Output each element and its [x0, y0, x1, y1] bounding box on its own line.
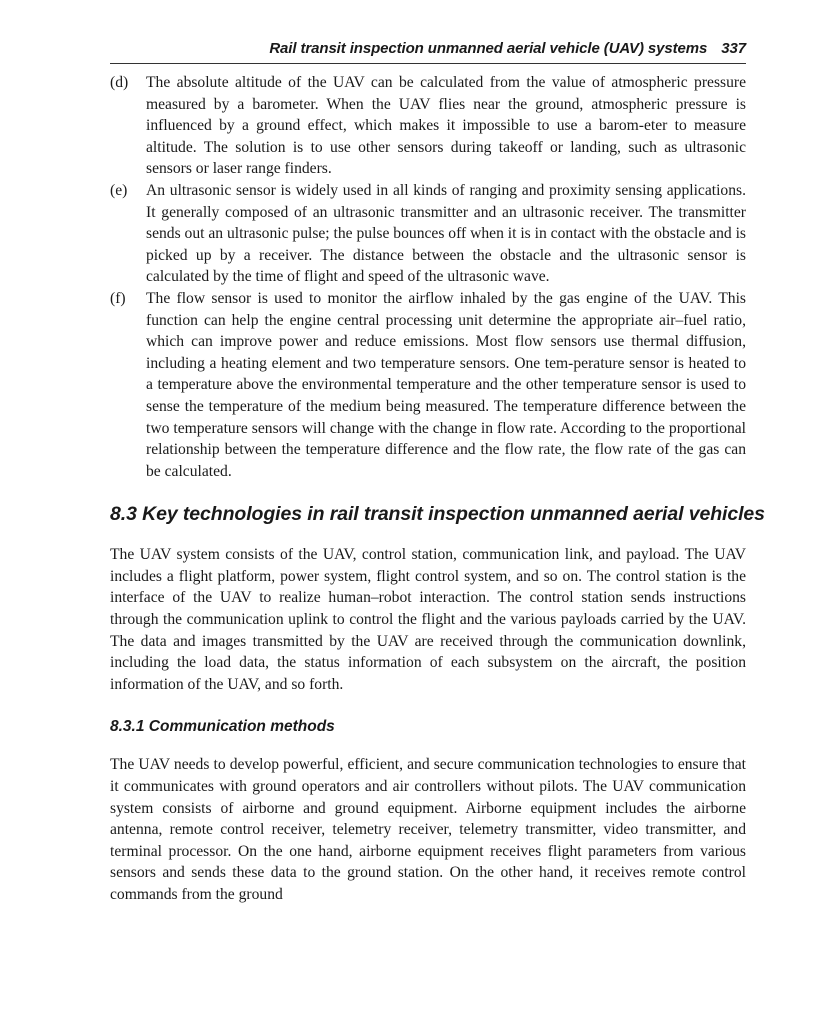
- list-item: [110, 180, 746, 288]
- list-item-text: An ultrasonic sensor is widely used in all kinds of ranging and proximity sensing applications. It generally composed of an ultrasonic transmitter and an ultrasonic receiver. The transmitter sends out an ultrasonic pulse; the pulse bounces off when it is in contact with the obstacle and is picked up by a receiver. The distance between the obstacle and the ultrasonic sensor is calculated by the time of flight and speed of the ultrasonic wave.: [146, 181, 746, 286]
- sensor-list: [110, 72, 746, 482]
- section-paragraph: The UAV system consists of the UAV, control station, communication link, and payload. The UAV includes a flight platform, power system, flight control system, and so on. The control station is the interface of the UAV to realize human–robot interaction. The control station sends instructions through the communication uplink to control the flight and the various payloads carried by the UAV. The data and images transmitted by the UAV are received through the communication downlink, including the load data, the status information of each subsystem on the aircraft, the position information of the UAV, and so forth.: [110, 546, 746, 693]
- section-heading: 8.3 Key technologies in rail transit inspection unmanned aerial vehicles: [110, 503, 765, 526]
- list-marker: (d): [110, 74, 129, 91]
- list-marker: (e): [110, 181, 128, 199]
- running-title: Rail transit inspection unmanned aerial vehicle (UAV) systems: [269, 40, 708, 57]
- page-number: 337: [721, 40, 746, 57]
- list-marker: (f): [110, 289, 126, 307]
- list-item: [110, 288, 746, 482]
- book-page: [110, 40, 765, 906]
- subsection-paragraph: The UAV needs to develop powerful, efficient, and secure communication technologies to ensure that it communicates with ground operators and air controllers without pilots. The UAV communication system consists of airborne and ground equipment. Airborne equipment includes the airborne antenna, remote control receiver, telemetry receiver, telemetry transmitter, video transmitter, and terminal processor. On the one hand, airborne equipment receives flight parameters from various sensors and sends these data to the ground station. On the other hand, it receives remote control commands from the ground: [110, 756, 746, 903]
- list-item-text: The absolute altitude of the UAV can be calculated from the value of atmospheric pressure measured by a barometer. When the UAV flies near the ground, atmospheric pressure is influenced by a ground effect, which makes it impossible to use a barom-eter to measure altitude. The solution is to use other sensors during takeoff or landing, such as ultrasonic sensors or laser range finders.: [146, 74, 746, 178]
- list-item-text: The flow sensor is used to monitor the airflow inhaled by the gas engine of the UAV. This function can help the engine central processing unit determine the appropriate air–fuel ratio, which can improve power and reduce emissions. Most flow sensors use thermal diffusion, including a heating element and two temperature sensors. One tem-perature sensor is heated to a temperature above the environmental temperature and the other temperature sensor is used to sense the temperature of the medium being measured. The temperature difference between the two temperature sensors will change with the change in flow rate. According to the proportional relationship between the temperature difference and the flow rate, the flow rate of the gas can be calculated.: [146, 289, 746, 480]
- subsection-heading: 8.3.1 Communication methods: [110, 718, 335, 736]
- list-item: [110, 72, 746, 180]
- running-header: [110, 40, 746, 64]
